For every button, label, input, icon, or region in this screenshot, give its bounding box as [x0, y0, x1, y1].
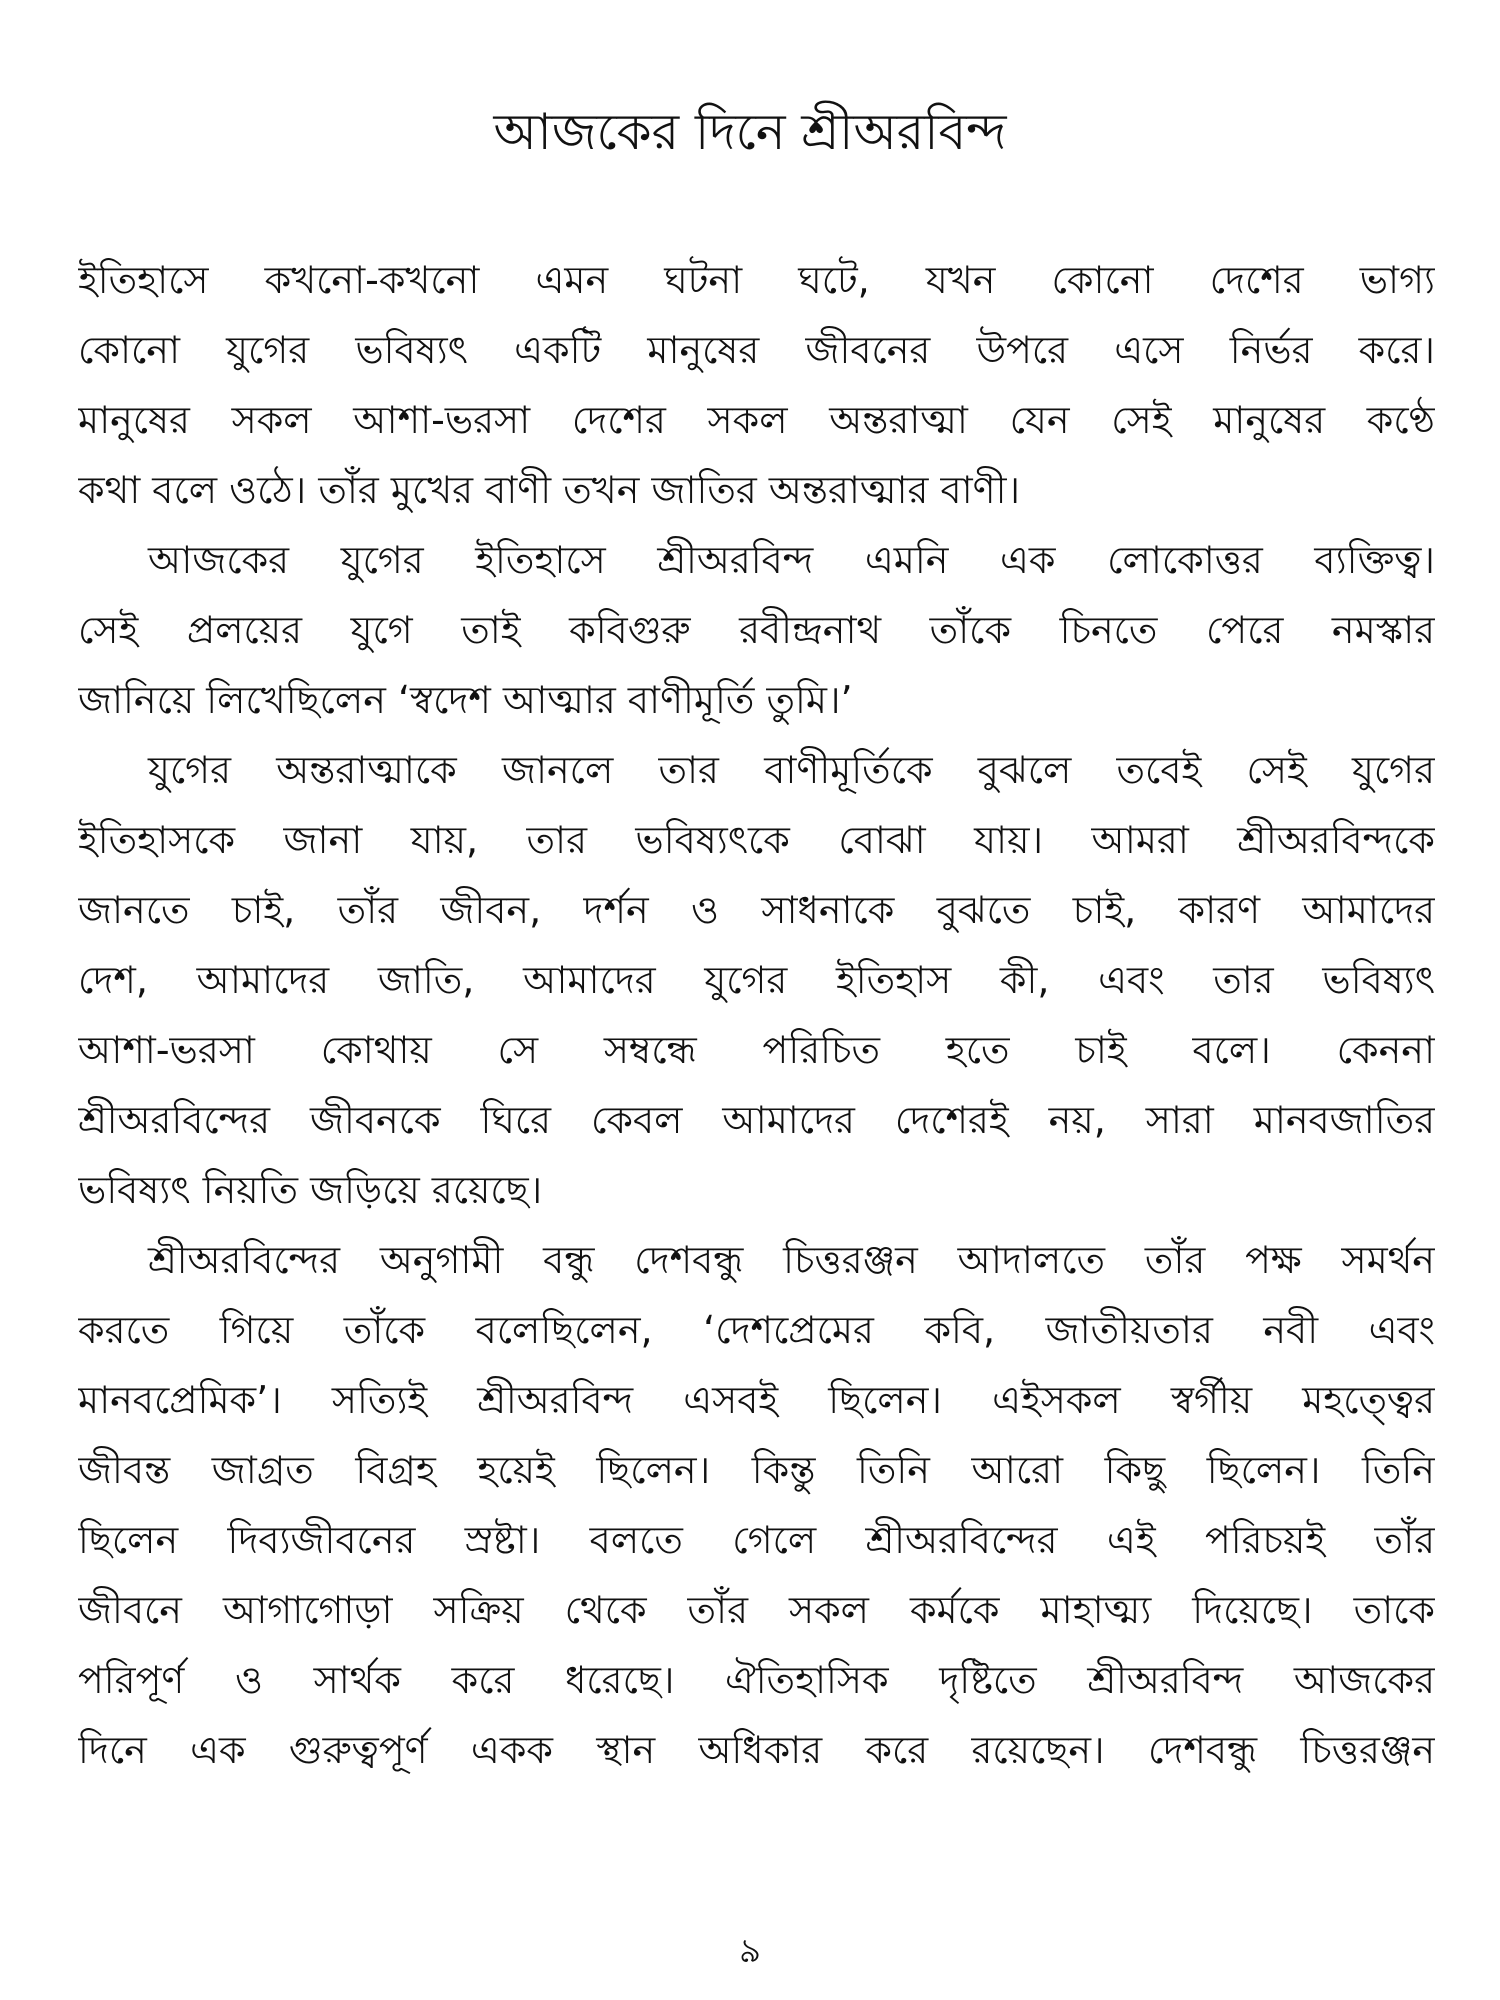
- text-line: মানুষের সকল আশা-ভরসা দেশের সকল অন্তরাত্মা যেন সেই মানুষের কণ্ঠে: [78, 398, 1435, 442]
- text-line: জীবনে আগাগোড়া সক্রিয় থেকে তাঁর সকল কর্মকে মাহাত্ম্য দিয়েছে। তাকে: [78, 1588, 1435, 1632]
- text-line: ইতিহাসে কখনো-কখনো এমন ঘটনা ঘটে, যখন কোনো দেশের ভাগ্য: [78, 258, 1435, 302]
- page-number: ৯: [738, 1931, 762, 1971]
- text-line: করতে গিয়ে তাঁকে বলেছিলেন, ‘দেশপ্রেমের কবি, জাতীয়তার নবী এবং: [78, 1308, 1435, 1352]
- text-line: দেশ, আমাদের জাতি, আমাদের যুগের ইতিহাস কী, এবং তার ভবিষ্যৎ: [78, 958, 1435, 1002]
- text-line: ভবিষ্যৎ নিয়তি জড়িয়ে রয়েছে।: [78, 1168, 543, 1212]
- paragraph-1: [78, 245, 1435, 525]
- text-line: সেই প্রলয়ের যুগে তাই কবিগুরু রবীন্দ্রনাথ তাঁকে চিনতে পেরে নমস্কার: [78, 608, 1435, 652]
- text-line: কোনো যুগের ভবিষ্যৎ একটি মানুষের জীবনের উপরে এসে নির্ভর করে।: [78, 328, 1435, 372]
- text-line: পরিপূর্ণ ও সার্থক করে ধরেছে। ঐতিহাসিক দৃষ্টিতে শ্রীঅরবিন্দ আজকের: [78, 1658, 1435, 1702]
- paragraph-2: [78, 525, 1435, 735]
- text-line: জানতে চাই, তাঁর জীবন, দর্শন ও সাধনাকে বুঝতে চাই, কারণ আমাদের: [78, 888, 1435, 932]
- text-line: শ্রীঅরবিন্দের অনুগামী বন্ধু দেশবন্ধু চিত্তরঞ্জন আদালতে তাঁর পক্ষ সমর্থন: [148, 1238, 1435, 1282]
- text-line: যুগের অন্তরাত্মাকে জানলে তার বাণীমূর্তিকে বুঝলে তবেই সেই যুগের: [148, 748, 1435, 792]
- text-line: জীবন্ত জাগ্রত বিগ্রহ হয়েই ছিলেন। কিন্তু তিনি আরো কিছু ছিলেন। তিনি: [78, 1448, 1435, 1492]
- paragraph-3: [78, 735, 1435, 1225]
- paragraph-4: [78, 1225, 1435, 1785]
- text-line: ইতিহাসকে জানা যায়, তার ভবিষ্যৎকে বোঝা যায়। আমরা শ্রীঅরবিন্দকে: [78, 818, 1435, 862]
- text-line: আশা-ভরসা কোথায় সে সম্বন্ধে পরিচিত হতে চাই বলে। কেননা: [78, 1028, 1435, 1072]
- text-line: শ্রীঅরবিন্দের জীবনকে ঘিরে কেবল আমাদের দেশেরই নয়, সারা মানবজাতির: [78, 1098, 1435, 1142]
- text-line: ছিলেন দিব্যজীবনের স্রষ্টা। বলতে গেলে শ্রীঅরবিন্দের এই পরিচয়ই তাঁর: [78, 1518, 1435, 1562]
- text-line: কথা বলে ওঠে। তাঁর মুখের বাণী তখন জাতির অন্তরাত্মার বাণী।: [78, 468, 1021, 512]
- text-line: জানিয়ে লিখেছিলেন ‘স্বদেশ আত্মার বাণীমূর্তি তুমি।’: [78, 678, 853, 722]
- text-line: দিনে এক গুরুত্বপূর্ণ একক স্থান অধিকার করে রয়েছেন। দেশবন্ধু চিত্তরঞ্জন: [78, 1728, 1435, 1772]
- text-line: আজকের যুগের ইতিহাসে শ্রীঅরবিন্দ এমনি এক লোকোত্তর ব্যক্তিত্ব।: [148, 538, 1435, 582]
- page-title: আজকের দিনে শ্রীঅরবিন্দ: [493, 103, 1007, 161]
- text-line: মানবপ্রেমিক’। সত্যিই শ্রীঅরবিন্দ এসবই ছিলেন। এইসকল স্বর্গীয় মহত্ত্বের: [78, 1378, 1435, 1422]
- body-text: [78, 245, 1435, 1785]
